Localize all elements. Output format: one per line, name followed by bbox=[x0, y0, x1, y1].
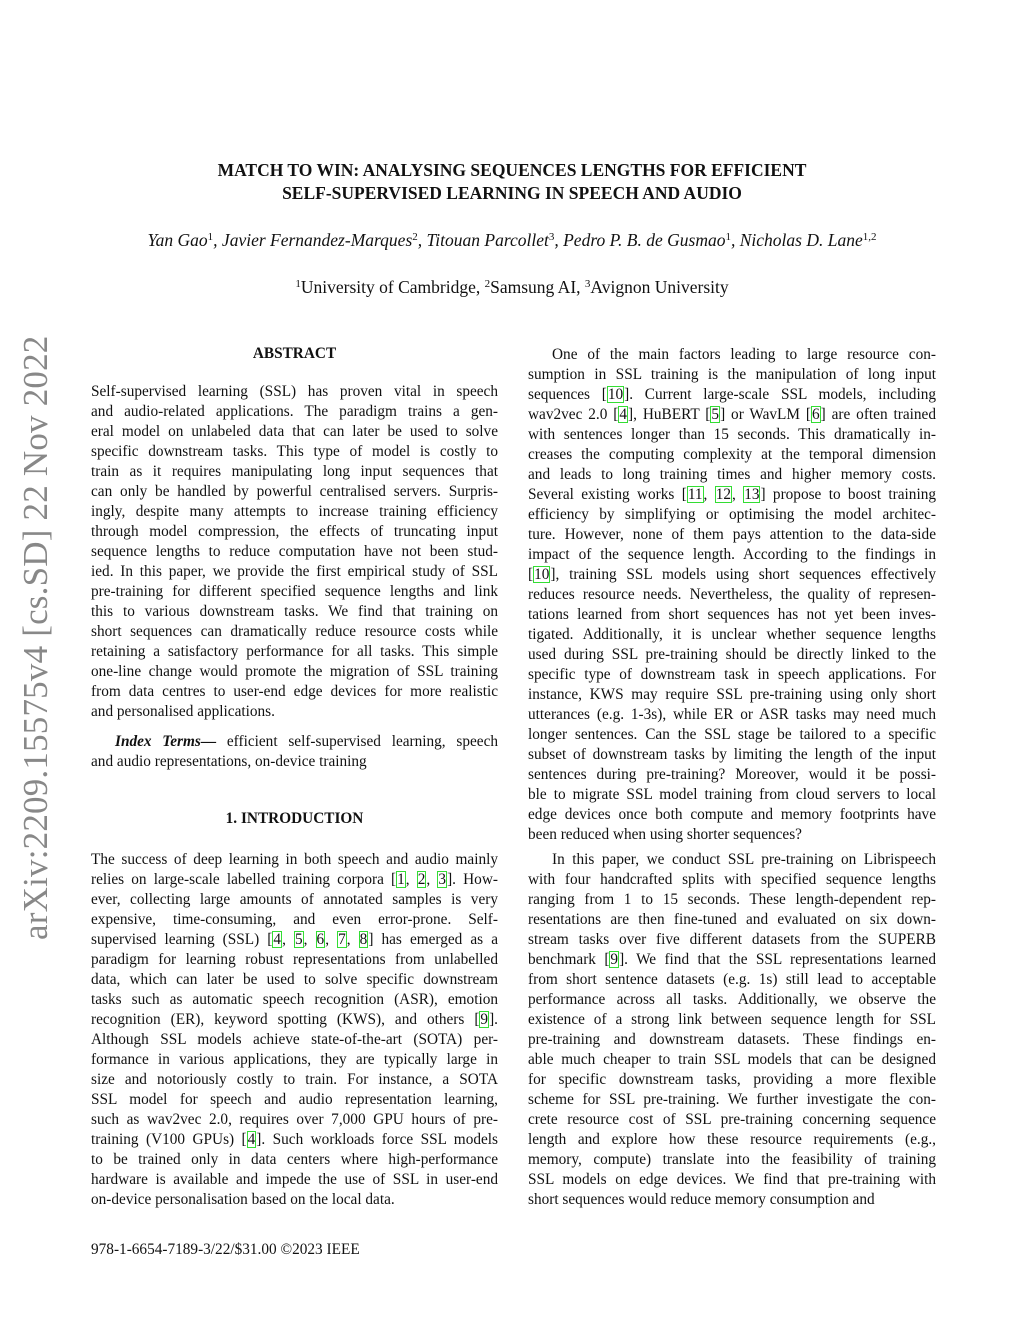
text-line: ture. However, none of them pays attention to the data-side bbox=[528, 526, 936, 543]
text-line: retaining a satisfactory performance for all tasks. This simple bbox=[91, 643, 498, 660]
citation-link[interactable]: 5 bbox=[294, 931, 303, 948]
index-terms-label: Index Terms— bbox=[115, 733, 217, 750]
citation-link[interactable]: 6 bbox=[316, 931, 325, 948]
right-paragraph-2 bbox=[528, 850, 936, 1210]
text-line: utterances (e.g. 1-3s), while ER or ASR tasks may need much bbox=[528, 706, 936, 723]
citation-link[interactable]: 13 bbox=[744, 486, 760, 503]
text-line: sentences during pre-training? Moreover, would it be possi- bbox=[528, 766, 936, 783]
text-line: data, which can later be used to solve specific downstream bbox=[91, 971, 498, 988]
citation-link[interactable]: 1 bbox=[397, 871, 405, 888]
text-line: specific downstream tasks. This type of model is costly to bbox=[91, 443, 498, 460]
text-line: recognition (ER), keyword spotting (KWS), and others [9]. bbox=[91, 1011, 498, 1028]
text-line: creases the computing complexity at the temporal dimension bbox=[528, 446, 936, 463]
text-line: tations learned from short sequences has not yet been inves- bbox=[528, 606, 936, 623]
arxiv-stamp: arXiv:2209.15575v4 [cs.SD] 22 Nov 2022 bbox=[16, 335, 55, 940]
text-line: ranging from 1 to 15 seconds. These length-dependent rep- bbox=[528, 891, 936, 908]
citation-link[interactable]: 3 bbox=[438, 871, 447, 888]
text-line: tasks such as automatic speech recognition (ASR), emotion bbox=[91, 991, 498, 1008]
author: Pedro P. B. de Gusmao bbox=[563, 230, 726, 250]
text-line: train as it requires manipulating long input sequences that bbox=[91, 463, 498, 480]
citation-link[interactable]: 4 bbox=[247, 1131, 256, 1148]
text-line: efficiency by simplifying or optimising the model architec- bbox=[528, 506, 936, 523]
text-line: one-line change would promote the migration of SSL training bbox=[91, 663, 498, 680]
citation-link[interactable]: 5 bbox=[711, 406, 720, 423]
text-line: sumption in SSL training is the manipulation of long input bbox=[528, 366, 936, 383]
citation-link[interactable]: 6 bbox=[811, 406, 820, 423]
text-line: eral model on unlabeled data that can later be used to solve bbox=[91, 423, 498, 440]
text-line: benchmark [9]. We find that the SSL representations learned bbox=[528, 951, 936, 968]
text-line: ied. In this paper, we provide the first empirical study of SSL bbox=[91, 563, 498, 580]
author: Titouan Parcollet bbox=[426, 230, 549, 250]
text-line: and leads to long training times and higher memory costs. bbox=[528, 466, 936, 483]
text-line: used during SSL pre-training should be directly linked to the bbox=[528, 646, 936, 663]
text-line: able much cheaper to train SSL models that can be designed bbox=[528, 1051, 936, 1068]
text-line: sequences [10]. Current large-scale SSL models, including bbox=[528, 386, 936, 403]
text-line: ingly, despite many attempts to increase training efficiency bbox=[91, 503, 498, 520]
citation-link[interactable]: 4 bbox=[273, 931, 282, 948]
text-line: supervised learning (SSL) [4, 5, 6, 7, 8] has emerged as a bbox=[91, 931, 499, 948]
text-line: Self-supervised learning (SSL) has proven vital in speech bbox=[91, 383, 498, 400]
text-line: reduces resource needs. Nevertheless, the quality of represen- bbox=[528, 586, 936, 603]
citation-link[interactable]: 10 bbox=[607, 386, 624, 403]
abstract-body bbox=[91, 382, 498, 722]
introduction-heading: 1. INTRODUCTION bbox=[225, 810, 364, 827]
author-affiliation-mark: 3 bbox=[548, 231, 555, 243]
text-line: specific type of downstream task in speech applications. For bbox=[528, 666, 936, 683]
author-affiliation-mark: 1 bbox=[725, 231, 731, 243]
text-line: instance, KWS may require SSL pre-training using only short bbox=[528, 686, 936, 703]
citation-link[interactable]: 9 bbox=[610, 951, 619, 968]
author: Nicholas D. Lane bbox=[739, 230, 863, 250]
text-line: memory, compute) translate into the feasibility of training bbox=[528, 1151, 936, 1168]
text-line: short sequences can dramatically reduce resource costs while bbox=[91, 623, 498, 640]
text-line: for specific downstream tasks, providing a more flexible bbox=[528, 1071, 936, 1088]
text-line: and audio-related applications. The paradigm trains a gen- bbox=[91, 403, 498, 420]
introduction-body bbox=[91, 850, 498, 1210]
text-line: Several existing works [11, 12, 13] propose to boost training bbox=[528, 486, 936, 503]
author-affiliation-mark: 1 bbox=[207, 231, 214, 243]
text-line: through model compression, the effects of truncating input bbox=[91, 523, 498, 540]
citation-link[interactable]: 8 bbox=[359, 931, 368, 948]
affiliation-list: $^1$University of Cambridge, $^2$Samsung AI, $^3$Avignon University bbox=[295, 277, 729, 297]
text-line: sequence lengths to reduce computation have not been stud- bbox=[91, 543, 498, 560]
index-terms-text: efficient self-supervised learning, speech bbox=[216, 733, 499, 750]
text-line: and personalised applications. bbox=[91, 703, 275, 720]
text-line: to be trained only in data centers where high-performance bbox=[91, 1151, 498, 1168]
citation-link[interactable]: 7 bbox=[338, 931, 346, 948]
affiliation: University of Cambridge bbox=[300, 277, 476, 297]
text-line: In this paper, we conduct SSL pre-training on Librispeech bbox=[552, 851, 936, 868]
affiliation: Avignon University bbox=[590, 277, 729, 297]
text-line: on-device personalisation based on the local data. bbox=[91, 1191, 395, 1208]
abstract-heading: ABSTRACT bbox=[252, 345, 337, 362]
citation-link[interactable]: 4 bbox=[619, 406, 628, 423]
text-line: impact of the sequence length. According to the findings in bbox=[528, 546, 936, 563]
text-line: length and explore how these resource requirements (e.g., bbox=[528, 1131, 936, 1148]
text-line: wav2vec 2.0 [4], HuBERT [5] or WavLM [6] are often trained bbox=[528, 406, 936, 423]
citation-link[interactable]: 10 bbox=[534, 566, 550, 583]
affiliation: Samsung AI bbox=[490, 277, 577, 297]
text-line: One of the main factors leading to large resource con- bbox=[552, 346, 936, 363]
text-line: with sentences longer than 15 seconds. This dramatically in- bbox=[528, 426, 936, 443]
text-line: with four handcrafted splits with specified sequence lengths bbox=[528, 871, 936, 888]
author: Javier Fernandez-Marques bbox=[221, 230, 413, 250]
index-terms bbox=[91, 732, 498, 772]
text-line: existence of a strong link between sequence length for SSL bbox=[528, 1011, 936, 1028]
text-line: Although SSL models achieve state-of-the-art (SOTA) per- bbox=[91, 1031, 498, 1048]
text-line: short sequences would reduce memory consumption and bbox=[528, 1191, 875, 1208]
text-line: from data centres to user-end edge devices for more realistic bbox=[91, 683, 498, 700]
citation-link[interactable]: 2 bbox=[417, 871, 426, 888]
title-line: MATCH TO WIN: ANALYSING SEQUENCES LENGTHS FOR EFFICIENT bbox=[217, 160, 807, 180]
text-line: ble to migrate SSL model training from cloud servers to local bbox=[528, 786, 936, 803]
text-line: performance across all tasks. Additionally, we observe the bbox=[528, 991, 936, 1008]
title-line: SELF-SUPERVISED LEARNING IN SPEECH AND AUDIO bbox=[282, 183, 742, 203]
author-affiliation-mark: 1,2 bbox=[862, 231, 877, 243]
text-line: expensive, time-consuming, and even error-prone. Self- bbox=[91, 911, 498, 928]
author-list: Yan Gao$^1$, Javier Fernandez-Marques$^2$, Titouan Parcollet$^3$, Pedro P. B. de Gusmao$^1$, Nicholas D. Lane$^{1,2}$ bbox=[147, 230, 877, 250]
copyright-footer: 978-1-6654-7189-3/22/$31.00 ©2023 IEEE bbox=[91, 1241, 360, 1258]
text-line: hardware is available and impede the use of SSL in user-end bbox=[91, 1171, 498, 1188]
text-line: crete resource cost of SSL pre-training concerning sequence bbox=[528, 1111, 936, 1128]
text-line: pre-training for different specified sequence lengths and link bbox=[91, 583, 498, 600]
text-line: [10], training SSL models using short sequences effectively bbox=[528, 566, 936, 583]
text-line: ever, collecting large amounts of annotated samples is very bbox=[91, 891, 498, 908]
text-line: paradigm for learning robust representations from unlabelled bbox=[91, 951, 498, 968]
right-paragraph-1 bbox=[528, 345, 936, 845]
citation-link[interactable]: 11 bbox=[687, 486, 703, 503]
text-line: SSL models on edge devices. We find that pre-training with bbox=[528, 1171, 936, 1188]
text-line: can only be handled by powerful centralised servers. Surpris- bbox=[91, 483, 498, 500]
text-line: subset of downstream tasks by limiting the length of the input bbox=[528, 746, 936, 763]
text-line: stream tasks over five different datasets from the SUPERB bbox=[528, 931, 936, 948]
text-line: size and notoriously costly to train. For instance, a SOTA bbox=[91, 1071, 498, 1088]
text-line: tigated. Additionally, it is unclear whether sequence lengths bbox=[528, 626, 936, 643]
text-line: SSL model for speech and audio representation learning, bbox=[91, 1091, 498, 1108]
text-line: pre-training and downstream datasets. These findings en- bbox=[528, 1031, 936, 1048]
text-line: this to various downstream tasks. We find that training on bbox=[91, 603, 498, 620]
text-line: resentations are then fine-tuned and evaluated on six down- bbox=[528, 911, 936, 928]
citation-link[interactable]: 12 bbox=[715, 486, 732, 503]
text-line: been reduced when using shorter sequences? bbox=[528, 826, 802, 843]
text-line: formance in various applications, they are typically large in bbox=[91, 1051, 498, 1068]
text-line: longer sentences. Can the SSL stage be tailored to a specific bbox=[528, 726, 936, 743]
affiliation-number: 3 bbox=[584, 278, 591, 290]
text-line: from short sentence datasets (e.g. 1s) still lead to acceptable bbox=[528, 971, 936, 988]
author: Yan Gao bbox=[147, 230, 208, 250]
text-line: edge devices once both compute and memory footprints have bbox=[528, 806, 936, 823]
author-affiliation-mark: 2 bbox=[412, 231, 418, 243]
affiliation-number: 1 bbox=[295, 278, 301, 290]
paper-title bbox=[0, 159, 1024, 205]
text-line: relies on large-scale labelled training corpora [1, 2, 3]. How- bbox=[91, 871, 498, 888]
text-line: scheme for SSL pre-training. We further investigate the con- bbox=[528, 1091, 936, 1108]
text-line: training (V100 GPUs) [4]. Such workloads force SSL models bbox=[91, 1131, 498, 1148]
citation-link[interactable]: 9 bbox=[480, 1011, 489, 1028]
text-line: such as wav2vec 2.0, requires over 7,000 GPU hours of pre- bbox=[91, 1111, 498, 1128]
affiliation-number: 2 bbox=[484, 278, 491, 290]
text-line: The success of deep learning in both speech and audio mainly bbox=[91, 851, 498, 868]
index-terms-text: and audio representations, on-device training bbox=[91, 753, 367, 770]
